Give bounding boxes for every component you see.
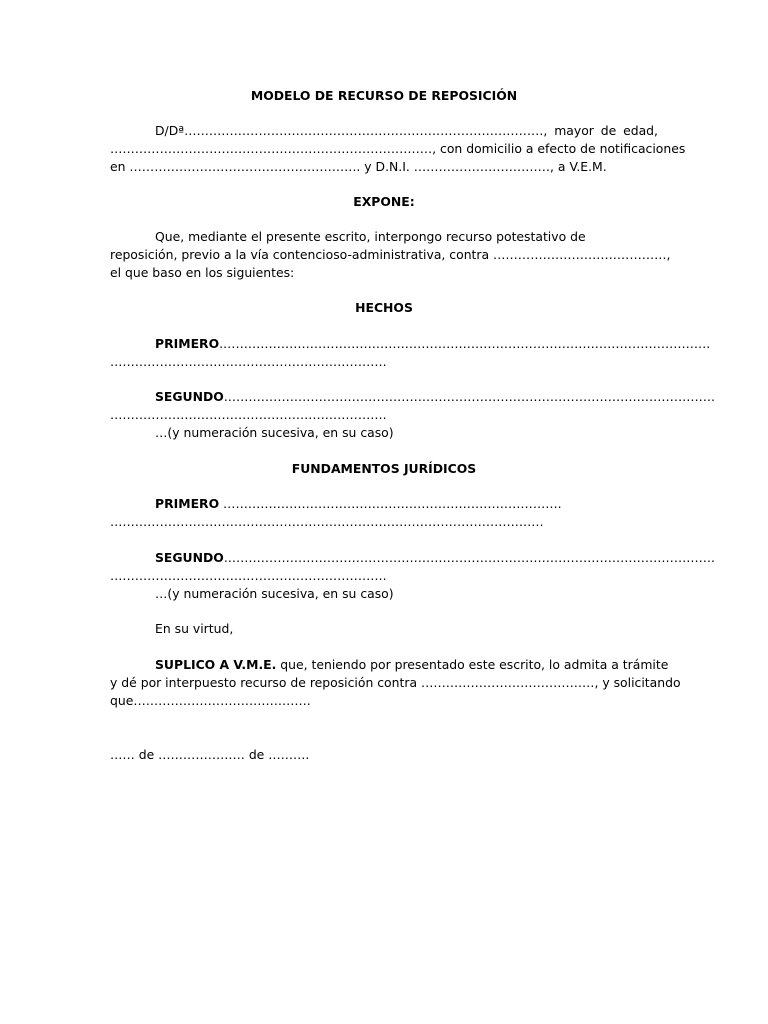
suplico-line-3: que……………………………………. [110, 693, 311, 708]
hechos-segundo-continuation: …………………………………………………………. [110, 407, 387, 422]
hechos-primero-label: PRIMERO [155, 336, 220, 351]
suplico-line-1 [155, 656, 669, 674]
fundamentos-primero-label: PRIMERO [155, 496, 220, 511]
fundamentos-primero [155, 495, 658, 513]
intro-line-3: en ……………………………………………….. y D.N.I. ……………………………, a V.E.M. [110, 159, 607, 174]
intro-line-2: ……………………………………………………………………, con domicilio a efecto de notificaciones [110, 141, 686, 156]
expone-line-1: Que, mediante el presente escrito, interpongo recurso potestativo de [155, 229, 586, 244]
hechos-segundo [155, 388, 715, 406]
fundamentos-primero-continuation: …………………………………………………………………………………………… [110, 514, 544, 529]
document-title: MODELO DE RECURSO DE REPOSICIÓN [250, 88, 518, 103]
date-line: …… de ………………… de ………. [110, 747, 310, 762]
en-su-virtud: En su virtud, [155, 621, 234, 636]
intro-line-1: D/Dª……………………………………………………………………………, mayor de edad, [155, 123, 658, 138]
hechos-primero-continuation: …………………………………………………………. [110, 354, 387, 369]
suplico-label: SUPLICO A V.M.E. [155, 657, 277, 672]
expone-line-2: reposición, previo a la vía contencioso-administrativa, contra ……………………………………, [110, 247, 671, 262]
fundamentos-segundo-dots: .………………………………………………………………………………………………………. [223, 550, 715, 565]
fundamentos-sucesiva: …(y numeración sucesiva, en su caso) [155, 586, 394, 601]
hechos-segundo-label: SEGUNDO [155, 389, 224, 404]
suplico-line-2: y dé por interpuesto recurso de reposición contra ……………………………………, y solicitando [110, 675, 681, 690]
hechos-primero-dots: .………………………………………………………………………………………………………. [219, 336, 711, 351]
expone-line-3: el que baso en los siguientes: [110, 265, 295, 280]
fundamentos-segundo-continuation: …………………………………………………………. [110, 568, 387, 583]
hechos-heading: HECHOS [355, 300, 413, 315]
hechos-sucesiva: …(y numeración sucesiva, en su caso) [155, 425, 394, 440]
fundamentos-segundo [155, 549, 715, 567]
expone-heading: EXPONE: [353, 194, 415, 209]
fundamentos-primero-dots: ………………………………………………………………………. [219, 496, 562, 511]
hechos-primero [155, 335, 711, 353]
fundamentos-segundo-label: SEGUNDO [155, 550, 224, 565]
fundamentos-heading: FUNDAMENTOS JURÍDICOS [291, 461, 477, 476]
suplico-line-1-rest: que, teniendo por presentado este escrito, lo admita a trámite [276, 657, 669, 672]
hechos-segundo-dots: .………………………………………………………………………………………………………. [223, 389, 715, 404]
